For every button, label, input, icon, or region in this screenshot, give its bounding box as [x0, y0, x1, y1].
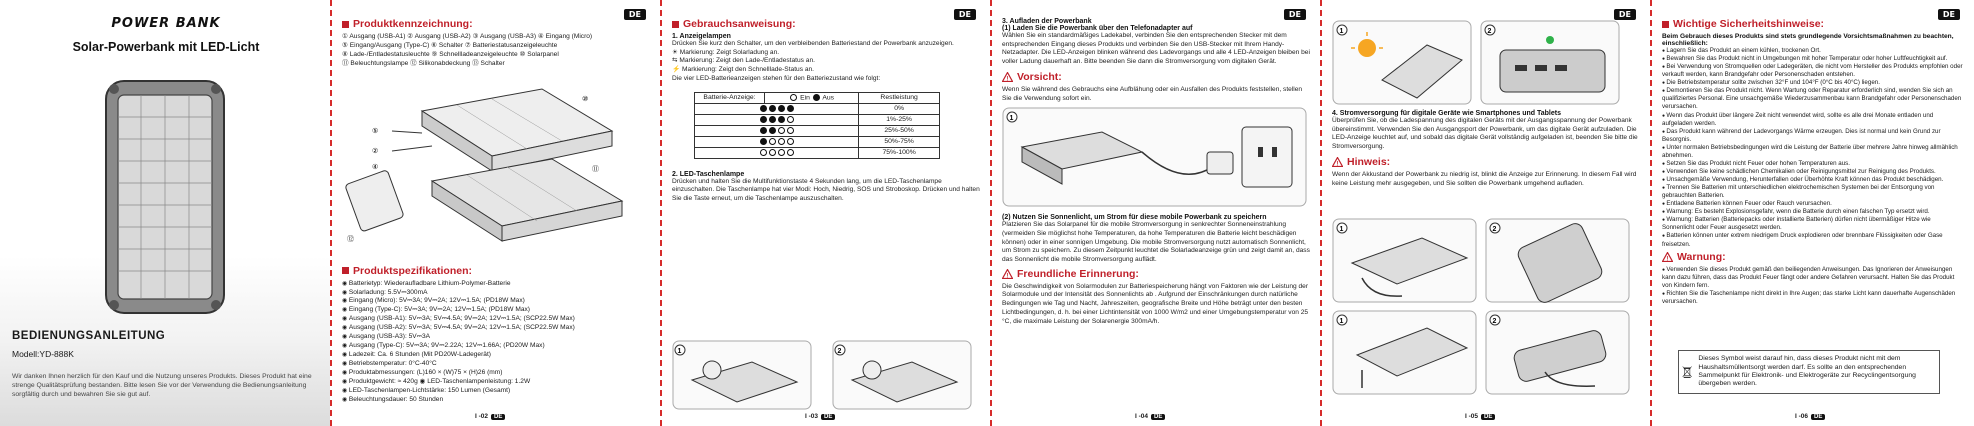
- table-header-row: [695, 92, 940, 103]
- safety-item: ● Die Betriebstemperatur sollte zwischen 32°F und 104°F (0°C bis 40°C) liegen.: [1662, 79, 1964, 87]
- spec-list: [342, 280, 650, 405]
- paragraph: Drücken und halten Sie die Multifunktionstaste 4 Sekunden lang, um die LED-Taschenlampe einzuschalten. Die Taschenlampe hat vier Modi: Hoch, Niedrig, SOS und Stroboskop. Drücken und halten Sie die Taste erneut, um die Taschenlampe auszuschalten.: [672, 177, 980, 202]
- safety-item: ● Unsachgemäße Verwendung, Herunterfallen oder Überhöhte Kraft können das Produkt beschädigen.: [1662, 176, 1964, 184]
- weee-box: [1678, 350, 1940, 394]
- warning-triangle-icon: [1002, 269, 1013, 279]
- weee-text: Dieses Symbol weist darauf hin, dass dieses Produkt nicht mit dem Haushaltsmüllentsorgt werden darf. Es sollte an den entsprechenden Sammelpunkt für Elektronik- und Elektrogeräte zur Recyclingentsorgung übergeben werden.: [1698, 355, 1916, 388]
- svg-text:⑫: ⑫: [347, 235, 354, 243]
- spec-item: ◉ Produktabmessungen: (L)160 × (W)75 × (H)26 (mm): [342, 369, 650, 378]
- svg-text:1: 1: [677, 348, 682, 355]
- safety-item: ● Bei Verwendung von Stromquellen oder Ladegeräten, die nicht vom Hersteller des Produkts empfohlen oder verkauft werden, kann Brandgefahr oder Personenschaden entstehen.: [1662, 63, 1964, 79]
- svg-text:1: 1: [1339, 318, 1344, 325]
- charging-panel: [990, 0, 1320, 426]
- svg-text:2: 2: [837, 348, 842, 355]
- led-off-icon: [778, 127, 785, 134]
- page-number: I -04: [1135, 413, 1149, 420]
- flashlight-figure-1: [672, 340, 812, 410]
- language-badge: DE: [954, 9, 976, 20]
- safety-intro: Beim Gebrauch dieses Produkts sind stets grundlegende Vorsichtsmaßnahmen zu beachten, einschließlich:: [1662, 33, 1954, 47]
- table-row: [695, 103, 940, 114]
- warning-item: ● Richten Sie die Taschenlampe nicht direkt in Ihre Augen; das starke Licht kann dauerhafte Augenschäden verursachen.: [1662, 290, 1964, 306]
- svg-text:②: ②: [372, 147, 379, 155]
- svg-text:!: !: [1006, 273, 1009, 279]
- remaining-power-cell: 50%-75%: [859, 136, 940, 147]
- paragraph: Die Geschwindigkeit von Solarmodulen zur Batteriespeicherung hängt von Faktoren wie der Leistung der Solarmodule und der Intensität des Sonnenlichts ab . Aufgrund der Einschränkungen durch natürliche Bedingungen wie Tag und Nacht, Jahreszeiten, geografische Breite und Höhe beträgt unter den besten Lichtbedingungen, d. h. bei einer Lichtintensität von 1000 W/m2 und einer Umgebungstemperatur von 25 °C, die maximale Leistung der Solarenergie 300mA/h.: [1002, 282, 1309, 325]
- warning-triangle-icon: [1332, 157, 1343, 167]
- remaining-power-cell: 75%-100%: [859, 147, 940, 158]
- led-off-icon: [790, 94, 797, 101]
- device-charging-figure-4: [1485, 310, 1630, 395]
- safety-item: ● Warnung: Es besteht Explosionsgefahr, wenn die Batterie durch einen falschen Typ ersetzt wird.: [1662, 208, 1964, 216]
- safety-item: ● Lagern Sie das Produkt an einem kühlen, trockenen Ort.: [1662, 47, 1964, 55]
- device-charging-figure-2: [1485, 218, 1630, 303]
- led-off-icon: [760, 149, 767, 156]
- marking-line: ☀ Markierung: Zeigt Solarladung an.: [672, 48, 780, 56]
- spec-item: ◉ Solarladung: 5.5V⎓300mA: [342, 289, 650, 298]
- page-number: I -06: [1795, 413, 1809, 420]
- marking-line: ⚡ Markierung: Zeigt den Schnelllade-Status an.: [672, 66, 814, 74]
- spec-item: ◉ Betriebstemperatur: 0°C-40°C: [342, 360, 650, 369]
- spec-item: ◉ Ausgang (USB-A3): 5V⎓3A: [342, 333, 650, 342]
- thanks-text: Wir danken Ihnen herzlich für den Kauf und die Nutzung unseres Produkts. Dieses Produkt hat eine strenge Qualitätsprüfung bestanden. Bitte lesen Sie vor der Verwendung die Bedienungsanleitung sorgfältig durch und bewahren Sie sie gut auf.: [12, 373, 312, 398]
- remaining-power-cell: 25%-50%: [859, 125, 940, 136]
- solar-charging-figure-2: [1480, 20, 1620, 105]
- led-on-icon: [813, 94, 820, 101]
- led-on-icon: [787, 105, 794, 112]
- legend-cell: [765, 92, 859, 103]
- subsection-title: 1. Anzeigelampen: [672, 33, 731, 40]
- note-title: Hinweis:: [1347, 155, 1391, 168]
- table-row: [695, 114, 940, 125]
- page-language-tag: DE: [1811, 414, 1825, 420]
- led-on-icon: [760, 105, 767, 112]
- led-on-icon: [778, 105, 785, 112]
- led-off-icon: [787, 149, 794, 156]
- table-row: [695, 136, 940, 147]
- svg-text:1: 1: [1339, 28, 1344, 35]
- warning-item: ● Verwenden Sie dieses Produkt gemäß den beiliegenden Anweisungen. Das Ignorieren der Anweisungen kann dazu führen, dass das Produkt Feuer fängt oder andere Gefahren verursacht. Halten Sie das Produkt von Kindern fern.: [1662, 266, 1964, 290]
- led-on-icon: [769, 127, 776, 134]
- device-charging-panel: [1320, 0, 1650, 426]
- led-off-icon: [778, 138, 785, 145]
- spec-item: ◉ Ladezeit: Ca. 6 Stunden (Mit PD20W-Ladegerät): [342, 351, 650, 360]
- svg-text:⑩: ⑩: [582, 95, 589, 103]
- caution-title: Vorsicht:: [1017, 70, 1062, 83]
- language-badge: DE: [624, 9, 646, 20]
- led-on-icon: [778, 116, 785, 123]
- svg-text:⑪: ⑪: [592, 165, 599, 173]
- svg-text:!: !: [1336, 161, 1339, 167]
- spec-item: ◉ Produktgewicht: ≈ 420g ◉ LED-Taschenlampenleistung: 1.2W: [342, 378, 650, 387]
- svg-text:⑤: ⑤: [372, 127, 379, 135]
- section-title: Gebrauchsanweisung:: [683, 18, 796, 30]
- warning-title: Warnung:: [1677, 250, 1726, 263]
- crossed-bin-icon: [1682, 354, 1692, 390]
- subsection-title: 4. Stromversorgung für digitale Geräte wie Smartphones und Tablets: [1332, 110, 1561, 117]
- paragraph: Wenn Sie während des Gebrauchs eine Aufblähung oder ein Ausfallen des Produkts feststellen, stellen Sie die Verwendung sofort ein.: [1002, 85, 1303, 102]
- safety-item: ● Trennen Sie Batterien mit unterschiedlichen elektrochemischen Systemen bei der Entsorgung von gebrauchten Batterien.: [1662, 184, 1964, 200]
- spec-item: ◉ Beleuchtungsdauer: 50 Stunden: [342, 396, 650, 405]
- spec-item: ◉ Ausgang (Type-C): 5V⎓3A; 9V⎓2.22A; 12V⎓1.66A; (PD20W Max): [342, 342, 650, 351]
- page-number: I -05: [1465, 413, 1479, 420]
- battery-indicator-table: [694, 92, 940, 159]
- safety-item: ● Bewahren Sie das Produkt nicht in Umgebungen mit hoher Temperatur oder hoher Luftfeuchtigkeit auf.: [1662, 55, 1964, 63]
- safety-item: ● Wenn das Produkt über längere Zeit nicht verwendet wird, sollte es alle drei Monate entladen und aufgeladen werden.: [1662, 112, 1964, 128]
- led-cell: [695, 147, 859, 158]
- reminder-title: Freundliche Erinnerung:: [1017, 267, 1139, 280]
- parts-list: [342, 33, 650, 69]
- section-title: Produktspezifikationen:: [353, 264, 473, 277]
- language-badge: DE: [1938, 9, 1960, 20]
- paragraph: Überprüfen Sie, ob die Ladespannung des digitalen Geräts mit der Ausgangsspannung der Powerbank übereinstimmt. Verwenden Sie den Ausgangsport der Powerbank, um das digitale Gerät aufzuladen. Die LED-Anzeige leuchtet auf, und sobald das digitale Gerät vollständig aufgeladen ist, beenden Sie bitte die Stromversorgung.: [1332, 117, 1638, 151]
- parts-line: ① Ausgang (USB-A1) ② Ausgang (USB-A2) ③ Ausgang (USB-A3) ④ Eingang (Micro): [342, 33, 593, 40]
- led-off-icon: [787, 138, 794, 145]
- page-language-tag: DE: [491, 414, 505, 420]
- manual-heading: BEDIENUNGSANLEITUNG: [12, 330, 166, 342]
- safety-panel: [1650, 0, 1974, 426]
- remaining-power-cell: 0%: [859, 103, 940, 114]
- spec-item: ◉ Ausgang (USB-A1): 5V⎓3A; 5V⎓4.5A; 9V⎓2A; 12V⎓1.5A; (SCP22.5W Max): [342, 315, 650, 324]
- paragraph: Platzieren Sie das Solarpanel für die mobile Stromversorgung in senkrechter Sonneneinstrahlung (vermeiden Sie möglichst hohe Temperaturen, da hohe Temperaturen die Batterie leicht beschädigen können) oder in einer sonnigen Umgebung. Die mobile Stromversorgung nutzt automatisch Sonnenlicht, um Strom zu speichern. Zu diesem Zeitpunkt leuchtet die Solarladeanzeige grün und zeigt damit an, dass das Sonnenlicht die mobile Stromversorgung auflädt.: [1002, 221, 1310, 264]
- svg-text:2: 2: [1492, 318, 1497, 325]
- safety-item: ● Unter normalen Betriebsbedingungen wird die Leistung der Batterie über mehrere Jahre hinweg allmählich abnehmen.: [1662, 144, 1964, 160]
- sun-icon: [1358, 39, 1376, 57]
- brand-logo: POWER BANK: [111, 16, 221, 31]
- led-on-icon: [760, 138, 767, 145]
- section-title: Produktkennzeichnung:: [353, 18, 473, 30]
- safety-list: [1662, 47, 1964, 249]
- spec-item: ◉ LED-Taschenlampen-Lichtstärke: 150 Lumen (Gesamt): [342, 387, 650, 396]
- spec-item: ◉ Eingang (Micro): 5V⎓3A; 9V⎓2A; 12V⎓1.5A; (PD18W Max): [342, 297, 650, 306]
- solar-charging-figure-1: [1332, 20, 1472, 105]
- language-badge: DE: [1614, 9, 1636, 20]
- led-on-icon: [769, 105, 776, 112]
- svg-text:1: 1: [1009, 115, 1014, 123]
- led-off-icon: [778, 149, 785, 156]
- svg-text:④: ④: [372, 163, 379, 171]
- legend-label: Aus: [822, 94, 835, 102]
- table-row: [695, 125, 940, 136]
- safety-item: ● Demontieren Sie das Produkt nicht. Wenn Wartung oder Reparatur erforderlich sind, wenden Sie sich an qualifiziertes Personal. Eine unsachgemäße Wiederzusammenbau kann Brandgefahr oder Personenschaden verursachen.: [1662, 87, 1964, 111]
- led-on-icon: [760, 116, 767, 123]
- subsection-subtitle: (2) Nutzen Sie Sonnenlicht, um Strom für diese mobile Powerbank zu speichern: [1002, 214, 1267, 222]
- led-cell: [695, 103, 859, 114]
- usage-panel: [660, 0, 990, 426]
- page-language-tag: DE: [1151, 414, 1165, 420]
- remaining-power-cell: 1%-25%: [859, 114, 940, 125]
- parts-line: ⑧ Lade-/Entladestatusleuchte ⑨ Schnellladeanzeigeleuchte ⑩ Solarpanel: [342, 50, 559, 58]
- marking-line: ⇆ Markierung: Zeigt den Lade-/Entladestatus an.: [672, 57, 815, 65]
- safety-item: ● Entladene Batterien können Feuer oder Rauch verursachen.: [1662, 200, 1964, 208]
- page-language-tag: DE: [821, 414, 835, 420]
- bullet-square-icon: [342, 21, 349, 28]
- bullet-square-icon: [342, 267, 349, 274]
- legend-label: Ein: [800, 94, 810, 102]
- svg-text:!: !: [1006, 76, 1009, 82]
- svg-text:2: 2: [1487, 28, 1492, 35]
- adapter-charging-figure: [1002, 107, 1307, 207]
- paragraph: Drücken Sie kurz den Schalter, um den verbleibenden Batteriestand der Powerbank anzuzeigen.: [672, 40, 954, 47]
- page-number: I -02: [475, 413, 489, 420]
- device-charging-figure-1: [1332, 218, 1477, 303]
- paragraph: Wenn der Akkustand der Powerbank zu niedrig ist, blinkt die Anzeige zur Erinnerung. In diesem Fall wird keine Leistung mehr ausgegeben, und Sie sollten die Powerbank umgehend aufladen.: [1332, 170, 1637, 187]
- warning-triangle-icon: [1662, 252, 1673, 262]
- subsection-title: 2. LED-Taschenlampe: [672, 170, 745, 178]
- cover-title: Solar-Powerbank mit LED-Licht: [72, 40, 260, 54]
- safety-item: ● Warnung: Batterien (Batteriepacks oder installierte Batterien) dürfen nicht übermäßiger Hitze wie Sonnenlicht oder Feuer ausgesetzt werden.: [1662, 216, 1964, 232]
- language-badge: DE: [1284, 9, 1306, 20]
- parts-line: ⑪ Beleuchtungslampe ⑫ Silikonabdeckung ⑬ Schalter: [342, 59, 505, 67]
- led-on-icon: [769, 116, 776, 123]
- warning-triangle-icon: [1002, 72, 1013, 82]
- section-title: Wichtige Sicherheitshinweise:: [1673, 18, 1825, 30]
- led-cell: [695, 136, 859, 147]
- spec-item: ◉ Ausgang (USB-A2): 5V⎓3A; 5V⎓4.5A; 9V⎓2A; 12V⎓1.5A; (SCP22.5W Max): [342, 324, 650, 333]
- page-language-tag: DE: [1481, 414, 1495, 420]
- warning-list: [1662, 266, 1964, 306]
- svg-text:2: 2: [1492, 226, 1497, 233]
- bullet-square-icon: [672, 21, 679, 28]
- led-off-icon: [787, 127, 794, 134]
- led-cell: [695, 114, 859, 125]
- subsection-title: 3. Aufladen der Powerbank: [1002, 18, 1092, 25]
- led-on-icon: [760, 127, 767, 134]
- subsection-subtitle: (1) Laden Sie die Powerbank über den Telefonadapter auf: [1002, 25, 1193, 32]
- device-charging-figure-3: [1332, 310, 1477, 395]
- safety-item: ● Setzen Sie das Produkt nicht Feuer oder hohen Temperaturen aus.: [1662, 160, 1964, 168]
- spec-item: ◉ Batterietyp: Wiederaufladbare Lithium-Polymer-Batterie: [342, 280, 650, 289]
- safety-item: ● Batterien können unter extrem niedrigem Druck explodieren oder brennbare Flüssigkeiten oder Gase freisetzen.: [1662, 232, 1964, 248]
- solar-powerbank-image: [100, 77, 230, 317]
- page-number: I -03: [805, 413, 819, 420]
- led-cell: [695, 125, 859, 136]
- safety-item: ● Verwenden Sie keine schädlichen Chemikalien oder Reinigungsmittel zur Reinigung des Produkts.: [1662, 168, 1964, 176]
- paragraph: Wählen Sie ein standardmäßiges Ladekabel, verbinden Sie den entsprechenden Stecker mit dem entsprechenden Eingang dieses Produkts und verbinden Sie den USB-Stecker mit Ihrem Handy-Netzadapter. Die LED-Anzeigen blinken während des Ladevorgangs und alle 4 LED-Anzeigen bleiben bei voller Ladung dauerhaft an. Bitte beenden Sie dann die Stromversorgung vom digitalen Gerät.: [1002, 32, 1310, 66]
- svg-text:1: 1: [1339, 226, 1344, 233]
- safety-item: ● Das Produkt kann während der Ladevorgangs Wärme erzeugen. Dies ist normal und kein Grund zur Besorgnis.: [1662, 128, 1964, 144]
- cover-panel: [0, 0, 330, 426]
- led-off-icon: [769, 138, 776, 145]
- model-number: Modell:YD-888K: [12, 349, 74, 359]
- spec-item: ◉ Eingang (Type-C): 5V⎓3A; 9V⎓2A; 12V⎓1.5A; (PD18W Max): [342, 306, 650, 315]
- flashlight-figure-2: [832, 340, 972, 410]
- table-row: [695, 147, 940, 158]
- led-off-icon: [787, 116, 794, 123]
- parts-line: ⑤ Eingang/Ausgang (Type-C) ⑥ Schalter ⑦ Batteriestatusanzeigeleuchte: [342, 41, 558, 49]
- bullet-square-icon: [1662, 21, 1669, 28]
- table-header: Restleistung: [859, 92, 940, 103]
- led-off-icon: [769, 149, 776, 156]
- exploded-view-diagram: [342, 71, 642, 256]
- table-header: Batterie-Anzeige:: [695, 92, 765, 103]
- identification-panel: [330, 0, 660, 426]
- paragraph: Die vier LED-Batterieanzeigen stehen für den Batteriezustand wie folgt:: [672, 74, 881, 82]
- svg-text:!: !: [1666, 256, 1669, 262]
